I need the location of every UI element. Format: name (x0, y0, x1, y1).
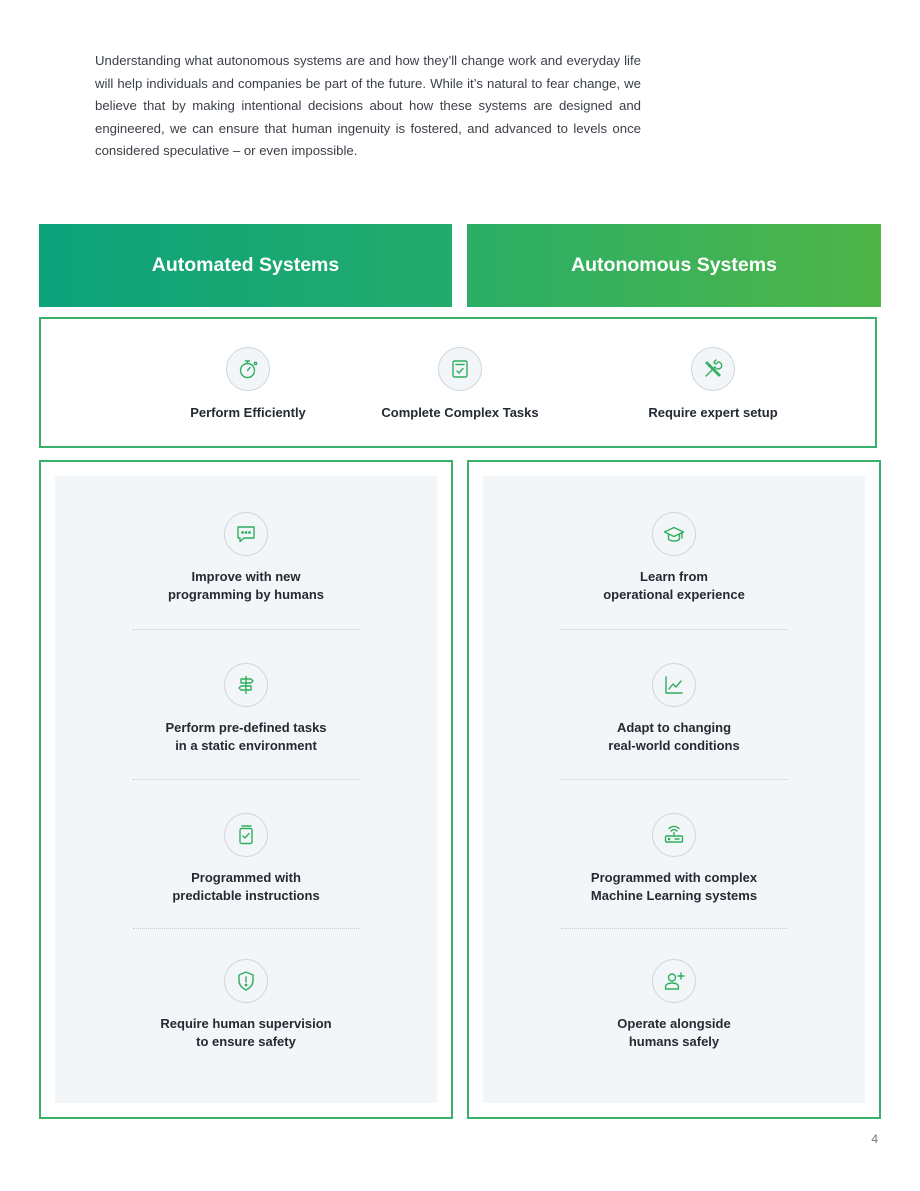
intro-paragraph: Understanding what autonomous systems are and how they’ll change work and everyday life will help individuals and companies be part of the future. While it’s natural to fear change, we believe that by making intentional decisions about how these systems are designed and engineered, we can ensure that human ingenuity is fostered, and advanced to levels once considered speculative – or even impossible. (95, 53, 641, 159)
automated-feature-3 (55, 813, 437, 905)
autonomous-systems-panel-inner (483, 476, 865, 1103)
line-chart-icon (652, 663, 696, 707)
automated-feature-2 (55, 663, 437, 755)
autonomous-feature-1 (483, 512, 865, 604)
graduation-cap-icon (652, 512, 696, 556)
automated-feature-1 (55, 512, 437, 604)
page-number: 4 (871, 1132, 878, 1146)
divider (133, 629, 359, 630)
shared-trait-label: Complete Complex Tasks (381, 405, 539, 420)
automated-feature-label: Improve with new programming by humans (167, 569, 325, 602)
checklist-icon (438, 347, 482, 391)
automated-systems-header (39, 224, 452, 307)
shared-trait-complete-complex-tasks (340, 347, 580, 420)
divider (133, 779, 359, 780)
tools-icon (691, 347, 735, 391)
autonomous-feature-3 (483, 813, 865, 905)
autonomous-systems-header (467, 224, 881, 307)
autonomous-feature-4 (483, 959, 865, 1051)
shared-trait-require-expert-setup (593, 347, 833, 420)
automated-systems-panel-inner (55, 476, 437, 1103)
autonomous-feature-label: Learn from operational experience (603, 569, 745, 602)
automated-systems-panel (39, 460, 453, 1119)
shared-trait-label: Perform Efficiently (190, 405, 306, 420)
autonomous-feature-label: Programmed with complex Machine Learning systems (590, 870, 758, 903)
autonomous-feature-label: Adapt to changing real-world conditions (608, 720, 740, 753)
signpost-icon (224, 663, 268, 707)
autonomous-feature-label: Operate alongside humans safely (617, 1016, 731, 1049)
shield-alert-icon (224, 959, 268, 1003)
divider (561, 779, 787, 780)
autonomous-systems-title: Autonomous Systems (571, 254, 777, 276)
divider (133, 928, 359, 929)
add-person-icon (652, 959, 696, 1003)
automated-feature-label: Require human supervision to ensure safety (160, 1016, 332, 1049)
shared-trait-label: Require expert setup (648, 405, 778, 420)
shared-traits-box (39, 317, 877, 448)
automated-feature-4 (55, 959, 437, 1051)
automated-feature-label: Perform pre-defined tasks in a static environment (165, 720, 327, 753)
autonomous-feature-2 (483, 663, 865, 755)
automated-feature-label: Programmed with predictable instructions (172, 870, 320, 903)
checked-document-icon (224, 813, 268, 857)
automated-systems-title: Automated Systems (151, 254, 340, 276)
divider (561, 928, 787, 929)
divider (561, 629, 787, 630)
stopwatch-icon (226, 347, 270, 391)
shared-trait-perform-efficiently (128, 347, 368, 420)
autonomous-systems-panel (467, 460, 881, 1119)
router-icon (652, 813, 696, 857)
chat-bubble-icon (224, 512, 268, 556)
